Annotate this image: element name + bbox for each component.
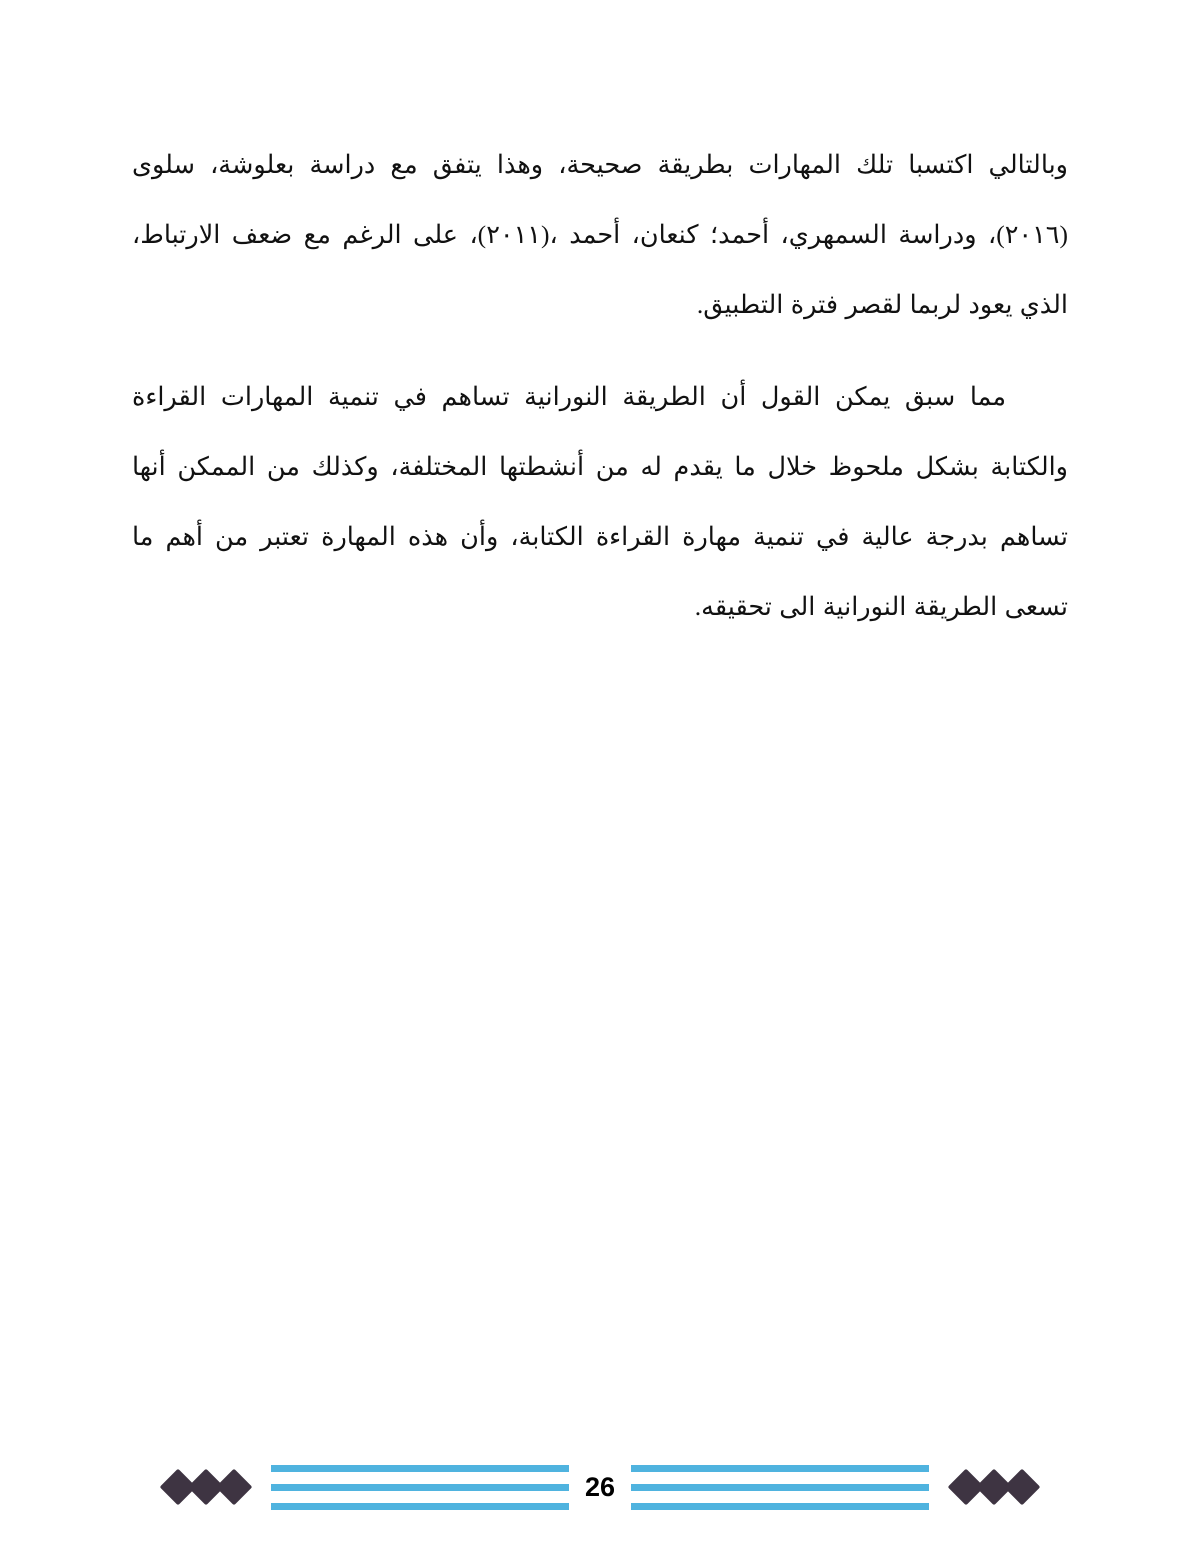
footer-bar-group-left bbox=[271, 1465, 569, 1510]
paragraph-1: وبالتالي اكتسبا تلك المهارات بطريقة صحيحة، وهذا يتفق مع دراسة بعلوشة، سلوى (٢٠١٦)، ودراسة السمهري، أحمد؛ كنعان، أحمد ،(٢٠١١)، على الرغم مع ضعف الارتباط، الذي يعود لربما لقصر فترة التطبيق. bbox=[132, 150, 1069, 319]
page-number: 26 bbox=[584, 1471, 616, 1502]
footer-diamond-group-right bbox=[953, 1474, 1035, 1500]
paragraph-2: مما سبق يمكن القول أن الطريقة النورانية تساهم في تنمية المهارات القراءة والكتابة بشكل ملحوظ خلال ما يقدم له من أنشطتها المختلفة، وكذلك من الممكن أنها تساهم بدرجة عالية في تنمية مهارة القراءة الكتابة، وأن هذه المهارة تعتبر من أهم ما تسعى الطريقة النورانية الى تحقيقه. bbox=[132, 382, 1068, 621]
footer-bar bbox=[271, 1484, 569, 1491]
footer-bar bbox=[631, 1484, 929, 1491]
footer-bar bbox=[631, 1465, 929, 1472]
diamond-icon bbox=[1004, 1469, 1041, 1506]
footer-bar bbox=[271, 1465, 569, 1472]
footer-bar bbox=[271, 1503, 569, 1510]
page-body bbox=[132, 130, 1068, 664]
page-footer bbox=[0, 1452, 1200, 1522]
footer-bar bbox=[631, 1503, 929, 1510]
diamond-icon bbox=[216, 1469, 253, 1506]
footer-diamond-group-left bbox=[165, 1474, 247, 1500]
footer-bar-group-right bbox=[631, 1465, 929, 1510]
